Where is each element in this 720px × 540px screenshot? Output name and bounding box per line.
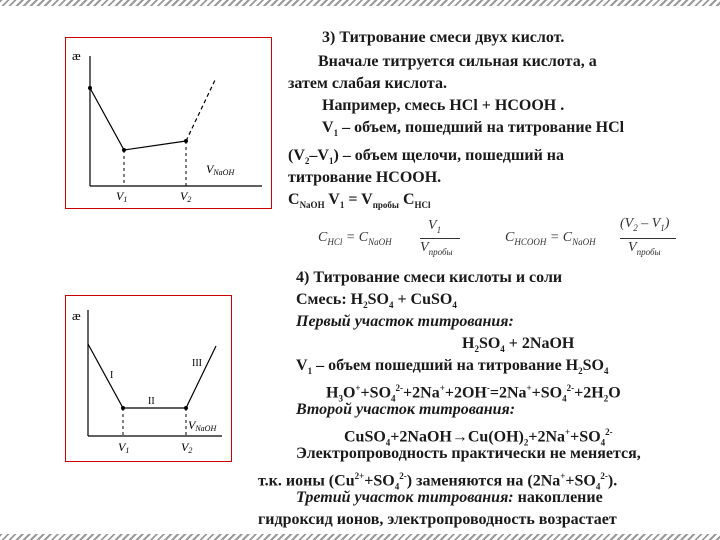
- section-4-reaction-2: $CuSO_4+2NaOH\to Cu(OH)_2+2Na^++SO_4^{2-}$: [344, 427, 613, 448]
- graph-2-segment-3-label: III: [192, 358, 202, 369]
- bottom-border-stripe: [0, 534, 720, 540]
- graph-1-plot: [66, 38, 271, 208]
- graph-2-y-axis-label: æ: [72, 308, 81, 323]
- graph-2-segment-2-label: II: [148, 396, 155, 407]
- section-3-line-2: затем слабая кислота.: [288, 75, 447, 92]
- section-4-final: гидроксид ионов, электропроводность возрастает: [258, 511, 617, 528]
- top-border-stripe: [0, 0, 720, 6]
- graph-2-plot: [66, 296, 231, 461]
- section-3-title: 3) Титрование смеси двух кислот.: [322, 29, 565, 46]
- graph-1-tick-v2: V2: [180, 189, 192, 204]
- section-4-note-1: Электропроводность практически не меняется,: [296, 445, 641, 462]
- section-4-third-stage: Третий участок титрования: накопление: [296, 489, 603, 506]
- graph-2-frame: [65, 295, 232, 462]
- graph-1-x-axis-label: VNaOH: [206, 162, 235, 177]
- section-4-note-2: т.к. ионы $(Cu^{2+}+SO_4^{2-})$ заменяются на $(2Na^++SO_4^{2-})$.: [258, 471, 618, 492]
- graph-1-y-axis-label: æ: [72, 48, 81, 63]
- section-3-v2-line: $(V_2-V_1)$ – объем щелочи, пошедший на: [288, 147, 564, 167]
- section-4-first-stage: Первый участок титрования:: [296, 313, 514, 330]
- section-4-mixture: Смесь: $H_2SO_4$ + CuSO$_4$: [296, 291, 457, 311]
- section-4-title: 4) Титрование смеси кислоты и соли: [296, 269, 563, 286]
- graph-2-tick-v2: V2: [181, 440, 193, 455]
- graph-1-tick-v1: V1: [116, 189, 128, 204]
- section-3-equation: $C_{NaOH}$ $V_1 = V_{пробы}$ $C_{HCl}$: [288, 191, 431, 211]
- section-4-ionic-equation: $H_3O^++SO_4^{2-}+2Na^++2OH^-=2Na^++SO_4^{2-}+2H_2O$: [326, 383, 621, 404]
- section-3-line-1: Вначале титруется сильная кислота, а: [318, 53, 597, 70]
- section-3-v1-line: $V_1$ – объем, пошедший на титрование HCl: [322, 119, 625, 139]
- graph-1-frame: [65, 37, 272, 209]
- section-4-reaction-1: $H_2SO_4$ + 2NaOH: [462, 335, 575, 355]
- section-3-hcooh-line: титрование HCOOH.: [288, 169, 442, 186]
- section-4-second-stage: Второй участок титрования:: [296, 401, 516, 418]
- graph-2-tick-v1: V1: [118, 440, 130, 455]
- section-3-example: Например, смесь HCl + HCOOH .: [322, 97, 565, 114]
- graph-2-x-axis-label: VNaOH: [188, 418, 217, 433]
- graph-2-segment-1-label: I: [110, 370, 114, 381]
- section-4-v1-line: $V_1$ – объем пошедший на титрование $H_2SO_4$: [296, 357, 609, 377]
